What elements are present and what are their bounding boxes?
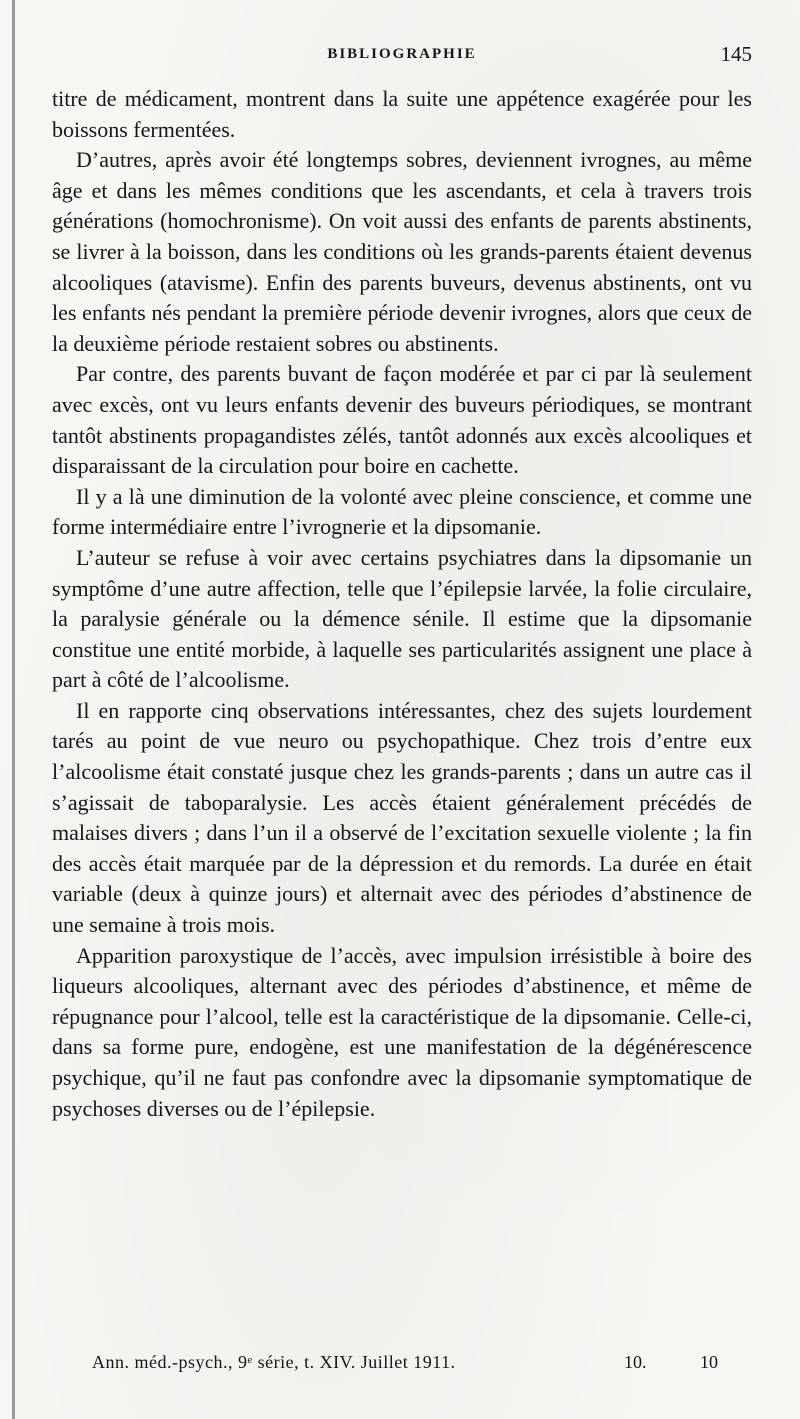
paragraph-1: titre de médicament, montrent dans la suite une appétence exagérée pour les boissons fermentées. (52, 86, 752, 142)
signature-mark: 10. (624, 1352, 647, 1372)
page-edge-shadow (12, 0, 15, 1419)
paragraph-5: L’auteur se refuse à voir avec certains psychiatres dans la dipsomanie un symptôme d’une autre affection, telle que l’épilepsie larvée, la folie circulaire, la paralysie générale ou la démence sénile. Il estime que la dipsomanie constitue une entité morbide, à laquelle ses particularités assignent une place à part à côté de l’alcoolisme. (52, 544, 752, 693)
page-footer (92, 1352, 732, 1378)
body-text (52, 84, 752, 1124)
running-header (52, 42, 752, 72)
running-title: BIBLIOGRAPHIE (327, 46, 477, 62)
signature-mark-secondary: 10 (700, 1352, 718, 1372)
paragraph-4: Il y a là une diminution de la volonté avec pleine conscience, et comme une forme intermédiaire entre l’ivrognerie et la dipsomanie. (52, 483, 752, 540)
paragraph-3: Par contre, des parents buvant de façon modérée et par ci par là seulement avec excès, ont vu leurs enfants devenir des buveurs périodiques, se montrant tantôt abstinents propagandistes zélés, tantôt adonnés aux excès alcooliques et disparaissant de la circulation pour boire en cachette. (52, 361, 752, 479)
paragraph-6: Il en rapporte cinq observations intéressantes, chez des sujets lourdement tarés au point de vue neuro ou psychopathique. Chez trois d’entre eux l’alcoolisme était constaté jusque chez les grands-parents ; dans un autre cas il s’agissait de taboparalysie. Les accès étaient généralement précédés de malaises divers ; dans l’un il a observé de l’excitation sexuelle violente ; la fin des accès était marquée par de la dépression et du remords. La durée en était variable (deux à quinze jours) et alternait avec des périodes d’abstinence de une semaine à trois mois. (52, 697, 752, 938)
paragraph-2: D’autres, après avoir été longtemps sobres, deviennent ivrognes, au même âge et dans les mêmes conditions que les ascendants, et cela à travers trois générations (homochronisme). On voit aussi des enfants de parents abstinents, se livrer à la boisson, dans les conditions où les grands-parents étaient devenus alcooliques (atavisme). Enfin des parents buveurs, devenus abstinents, ont vu les enfants nés pendant la première période devenir ivrognes, alors que ceux de la deuxième période restaient sobres ou abstinents. (52, 147, 752, 356)
page-number: 145 (720, 42, 752, 66)
paragraph-7: Apparition paroxystique de l’accès, avec impulsion irrésistible à boire des liqueurs alcooliques, alternant avec des périodes d’abstinence, et même de répugnance pour l’alcool, telle est la caractéristique de la dipsomanie. Celle-ci, dans sa forme pure, endogène, est une manifestation de la dégénérescence psychique, qu’il ne faut pas confondre avec la dipsomanie symptomatique de psychoses diverses ou de l’épilepsie. (52, 942, 752, 1121)
journal-reference: Ann. méd.-psych., 9ᵉ série, t. XIV. Juillet 1911. (92, 1352, 456, 1372)
